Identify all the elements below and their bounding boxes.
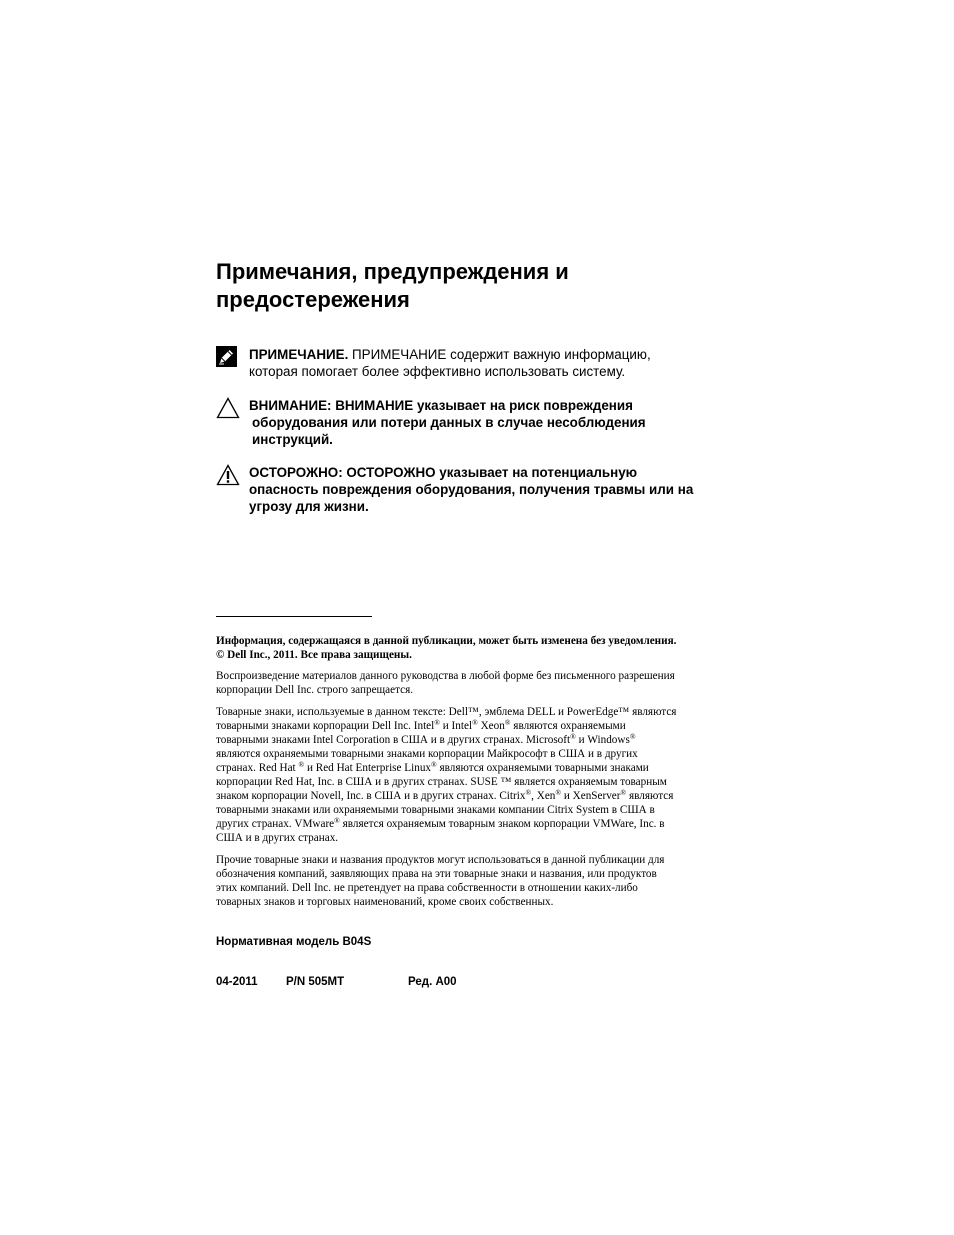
trademarks-line: товарными знаками корпорации Dell Inc. Intel® и Intel® Xeon® являются охраняемыми <box>216 718 626 732</box>
trademarks-line: Товарные знаки, используемые в данном тексте: Dell™, эмблема DELL и PowerEdge™ являются <box>216 706 677 718</box>
reproduction-notice <box>216 669 716 697</box>
caution-text-line-3: инструкций. <box>252 432 333 447</box>
trademarks-line: знаком корпорации Novell, Inc. в США и в других странах. Citrix®, Xen® и XenServer® являются <box>216 788 674 802</box>
other-trademarks-line: товарных знаков и торговых наименований, кроме своих собственных. <box>216 896 554 908</box>
warning-block <box>216 464 726 515</box>
caution-text: ВНИМАНИЕ указывает на риск повреждения <box>331 398 633 413</box>
trademarks-line: других странах. VMware® является охраняемым товарным знаком корпорации VMWare, Inc. в <box>216 816 665 830</box>
note-text-line-2: которая помогает более эффективно использовать систему. <box>249 364 626 379</box>
trademarks-line: странах. Red Hat ® и Red Hat Enterprise Linux® являются охраняемыми товарными знаками <box>216 760 649 774</box>
other-trademarks-paragraph <box>216 853 716 909</box>
note-label: ПРИМЕЧАНИЕ. <box>249 347 349 362</box>
note-text: ПРИМЕЧАНИЕ содержит важную информацию, <box>348 347 651 362</box>
trademarks-line: корпорации Red Hat, Inc. в США и в других странах. SUSE ™ является охраняемым товарным <box>216 776 667 788</box>
publication-date: 04-2011 <box>216 976 258 988</box>
warning-text-line-3: угрозу для жизни. <box>249 499 369 514</box>
trademarks-line: США и в других странах. <box>216 832 339 844</box>
other-trademarks-line: обозначения компаний, заявляющих права на эти товарные знаки и названия, или продуктов <box>216 868 657 880</box>
trademarks-line: товарными знаками или охраняемыми товарными знаками компании Citrix System в США в <box>216 804 655 816</box>
reproduction-line-1: Воспроизведение материалов данного руководства в любой форме без письменного разрешения <box>216 670 675 682</box>
trademarks-line: товарными знаками Intel Corporation в США и в других странах. Microsoft® и Windows® <box>216 732 636 746</box>
trademarks-line: являются охраняемыми товарными знаками корпорации Майкрософт в США и в других <box>216 748 638 760</box>
part-number: P/N 505MT <box>286 976 345 988</box>
regulatory-model: Нормативная модель B04S <box>216 936 372 948</box>
reproduction-line-2: корпорации Dell Inc. строго запрещается. <box>216 684 414 696</box>
pencil-note-icon <box>216 346 240 370</box>
warning-exclamation-triangle-icon <box>216 464 240 488</box>
part-number-line <box>216 975 457 989</box>
note-block <box>216 346 726 380</box>
other-trademarks-line: этих компаний. Dell Inc. не претендует на права собственности в отношении каких-либо <box>216 882 638 894</box>
footnote-divider <box>216 616 372 617</box>
caution-label: ВНИМАНИЕ: <box>249 398 332 413</box>
warning-text: ОСТОРОЖНО указывает на потенциальную <box>342 465 638 480</box>
caution-block <box>216 397 726 448</box>
page-title-line-1: Примечания, предупреждения и <box>216 259 569 284</box>
warning-text-line-2: опасность повреждения оборудования, получения травмы или на <box>249 482 694 497</box>
page-title-line-2: предостережения <box>216 287 410 312</box>
caution-triangle-icon <box>216 397 240 421</box>
change-notice <box>216 634 716 662</box>
revision: Ред. A00 <box>408 976 457 988</box>
trademarks-paragraph <box>216 705 716 845</box>
page-title <box>216 258 736 314</box>
change-notice-line-1: Информация, содержащаяся в данной публикации, может быть изменена без уведомления. <box>216 635 677 647</box>
copyright-line: © Dell Inc., 2011. Все права защищены. <box>216 649 412 661</box>
other-trademarks-line: Прочие товарные знаки и названия продуктов могут использоваться в данной публикации для <box>216 854 665 866</box>
caution-text-line-2: оборудования или потери данных в случае несоблюдения <box>252 415 646 430</box>
warning-label: ОСТОРОЖНО: <box>249 465 343 480</box>
